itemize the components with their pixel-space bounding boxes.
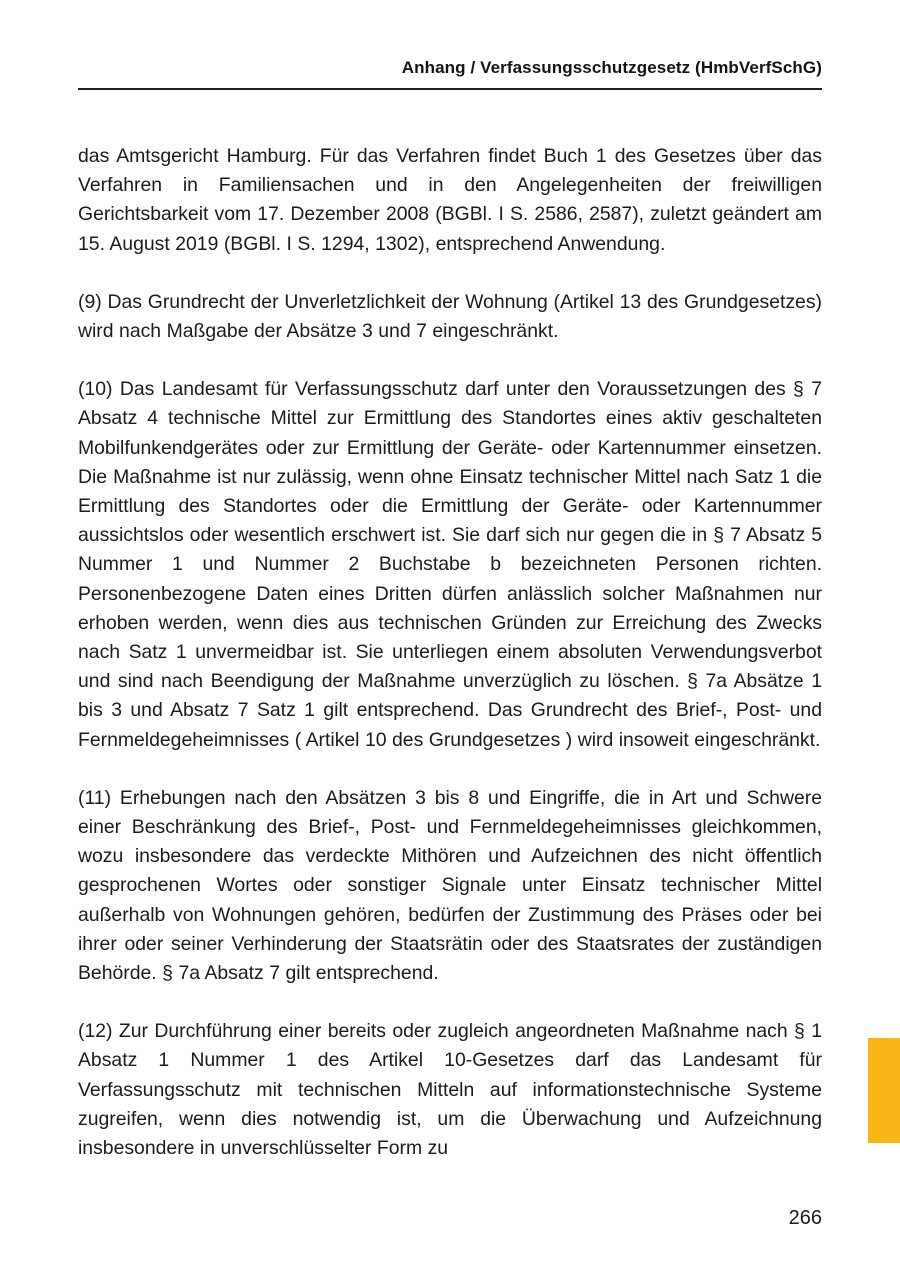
- paragraph-11: (11) Erhebungen nach den Absätzen 3 bis 8 und Eingriffe, die in Art und Schwere einer Beschränkung des Brief-, Post- und Fernmeldegeheimnisses gleichkommen, wozu insbesondere das verdeckte Mithören und Aufzeichnen des nicht öffentlich gesprochenen Wortes oder sonstiger Signale unter Einsatz technischer Mittel außerhalb von Wohnungen gehören, bedürfen der Zustimmung des Präses oder bei ihrer oder seiner Verhinderung der Staatsrätin oder des Staatsrates der zuständigen Behörde. § 7a Absatz 7 gilt entsprechend.: [78, 786, 822, 985]
- paragraph-9: (9) Das Grundrecht der Unverletzlichkeit der Wohnung (Artikel 13 des Grundgesetzes) wird nach Maßgabe der Absätze 3 und 7 eingeschränkt.: [78, 290, 822, 343]
- paragraph-intro-continued: das Amtsgericht Hamburg. Für das Verfahren findet Buch 1 des Gesetzes über das Verfahren in Familiensachen und in den Angelegenheiten der freiwilligen Gerichtsbarkeit vom 17. Dezember 2008 (BGBl. I S. 2586, 2587), zuletzt geändert am 15. August 2019 (BGBl. I S. 1294, 1302), entsprechend Anwendung.: [78, 145, 822, 255]
- page-number: 266: [788, 1207, 822, 1229]
- body-text-column: [78, 142, 822, 1163]
- paragraph-10: (10) Das Landesamt für Verfassungsschutz darf unter den Voraussetzungen des § 7 Absatz 4 technische Mittel zur Ermittlung des Standortes eines aktiv geschalteten Mobilfunkendgerätes oder zur Ermittlung der Geräte- oder Kartennummer einsetzen. Die Maßnahme ist nur zulässig, wenn ohne Einsatz technischer Mittel nach Satz 1 die Ermittlung des Standortes oder die Ermittlung der Geräte- oder Kartennummer aussichtslos oder wesentlich erschwert ist. Sie darf sich nur gegen die in § 7 Absatz 5 Nummer 1 und Nummer 2 Buchstabe b bezeichneten Personen richten. Personenbezogene Daten eines Dritten dürfen anlässlich solcher Maßnahmen nur erhoben werden, wenn dies aus technischen Gründen zur Erreichung des Zwecks nach Satz 1 unvermeidbar ist. Sie unterliegen einem absoluten Verwendungsverbot und sind nach Beendigung der Maßnahme unverzüglich zu löschen. § 7a Absätze 1 bis 3 und Absatz 7 Satz 1 gilt entsprechend. Das Grundrecht des Brief-, Post- und Fernmeldegeheimnisses ( Artikel 10 des Grundgesetzes ) wird insoweit eingeschränkt.: [78, 378, 822, 751]
- paragraph-12: (12) Zur Durchführung einer bereits oder zugleich angeordneten Maßnahme nach § 1 Absatz 1 Nummer 1 des Artikel 10-Gesetzes darf das Landesamt für Verfassungsschutz mit technischen Mitteln auf informationstechnische Systeme zugreifen, wenn dies notwendig ist, um die Überwachung und Aufzeichnung insbesondere in unverschlüsselter Form zu: [78, 1020, 822, 1160]
- running-head: Anhang / Verfassungsschutzgesetz (HmbVerfSchG): [401, 58, 822, 77]
- header-rule: [78, 88, 822, 90]
- edge-tab-marker: [868, 1038, 900, 1143]
